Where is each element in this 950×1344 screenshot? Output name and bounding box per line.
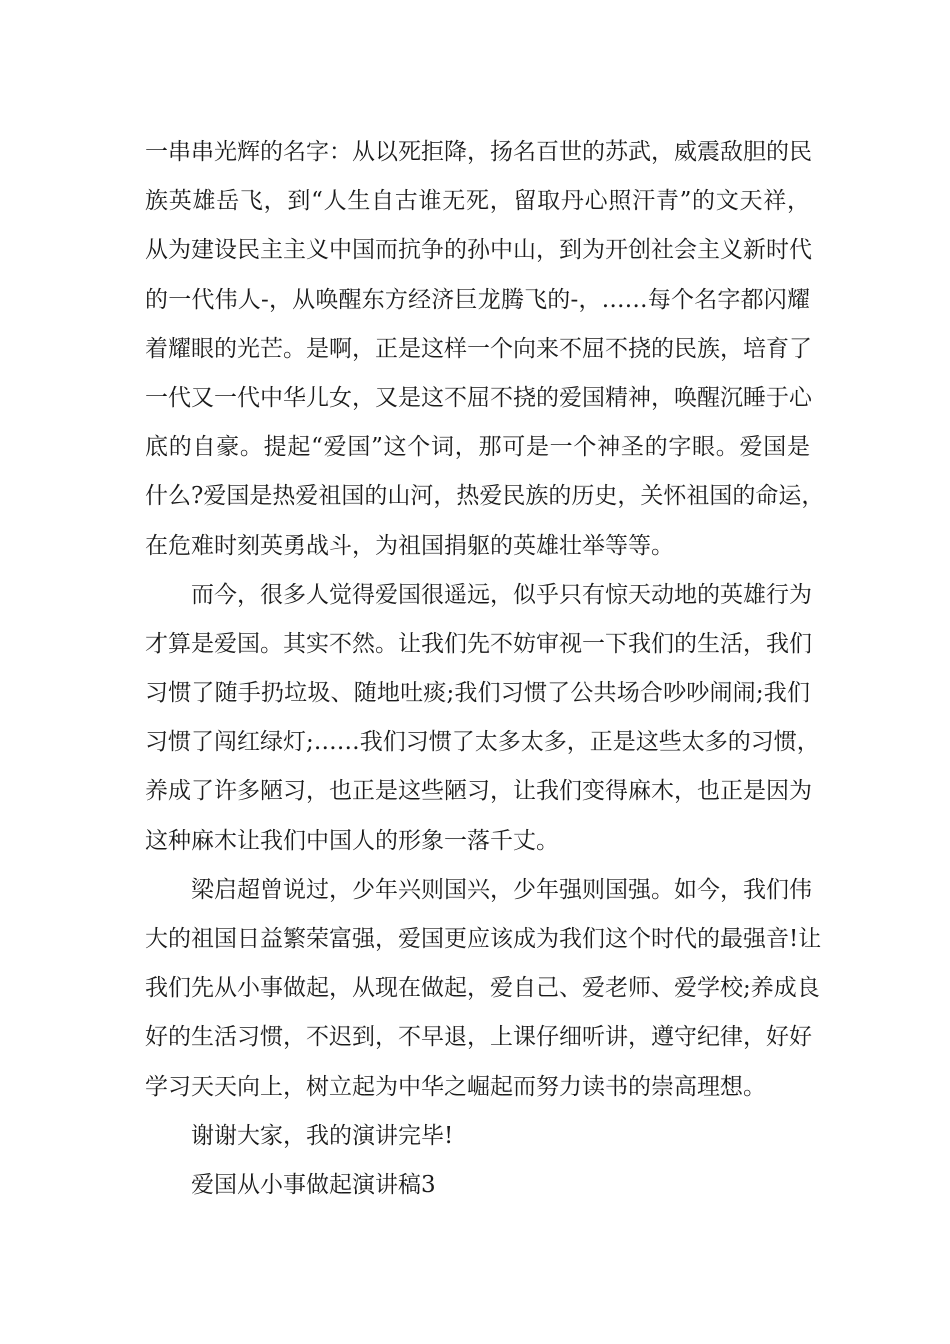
text-line: 族英雄岳飞，到“人生自古谁无死，留取丹心照汗青”的文天祥，: [145, 188, 810, 215]
text-line: 爱国从小事做起演讲稿3: [191, 1171, 436, 1198]
text-line: 大的祖国日益繁荣富强，爱国更应该成为我们这个时代的最强音!让: [145, 926, 822, 952]
text-line: 一串串光辉的名字：从以死拒降，扬名百世的苏武，威震敌胆的民: [145, 139, 812, 165]
text-line: 从为建设民主主义中国而抗争的孙中山，到为开创社会主义新时代: [145, 237, 812, 264]
paragraph: [145, 1161, 810, 1210]
paragraph: [145, 1112, 810, 1161]
text-line: 我们先从小事做起，从现在做起，爱自己、爱老师、爱学校;养成良: [145, 975, 820, 1002]
text-line: 习惯了随手扔垃圾、随地吐痰;我们习惯了公共场合吵吵闹闹;我们: [145, 680, 810, 707]
paragraph: [145, 128, 825, 571]
paragraph: [145, 866, 822, 1112]
text-line: 的一代伟人-，从唤醒东方经济巨龙腾飞的-，……每个名字都闪耀: [145, 286, 810, 313]
text-line: 底的自豪。提起“爱国”这个词，那可是一个神圣的字眼。爱国是: [145, 434, 810, 461]
text-line: 而今，很多人觉得爱国很遥远，似乎只有惊天动地的英雄行为: [191, 581, 812, 608]
text-line: 这种麻木让我们中国人的形象一落千丈。: [145, 827, 559, 854]
text-line: 什么?爱国是热爱祖国的山河，热爱民族的历史，关怀祖国的命运，: [145, 483, 825, 510]
text-line: 好的生活习惯，不迟到，不早退，上课仔细听讲，遵守纪律，好好: [145, 1024, 812, 1051]
text-line: 习惯了闯红绿灯;……我们习惯了太多太多，正是这些太多的习惯，: [145, 729, 820, 756]
text-line: 才算是爱国。其实不然。让我们先不妨审视一下我们的生活，我们: [145, 630, 812, 657]
text-line: 一代又一代中华儿女，又是这不屈不挠的爱国精神，唤醒沉睡于心: [145, 384, 812, 411]
text-line: 着耀眼的光芒。是啊，正是这样一个向来不屈不挠的民族，培育了: [145, 335, 812, 362]
text-line: 养成了许多陋习，也正是这些陋习，让我们变得麻木，也正是因为: [145, 778, 812, 805]
text-line: 在危难时刻英勇战斗，为祖国捐躯的英雄壮举等等。: [145, 532, 674, 559]
text-line: 谢谢大家，我的演讲完毕!: [191, 1122, 454, 1149]
document-body: [145, 128, 825, 1210]
text-line: 梁启超曾说过，少年兴则国兴，少年强则国强。如今，我们伟: [191, 876, 812, 903]
text-line: 学习天天向上，树立起为中华之崛起而努力读书的崇高理想。: [145, 1073, 766, 1100]
paragraph: [145, 571, 820, 866]
